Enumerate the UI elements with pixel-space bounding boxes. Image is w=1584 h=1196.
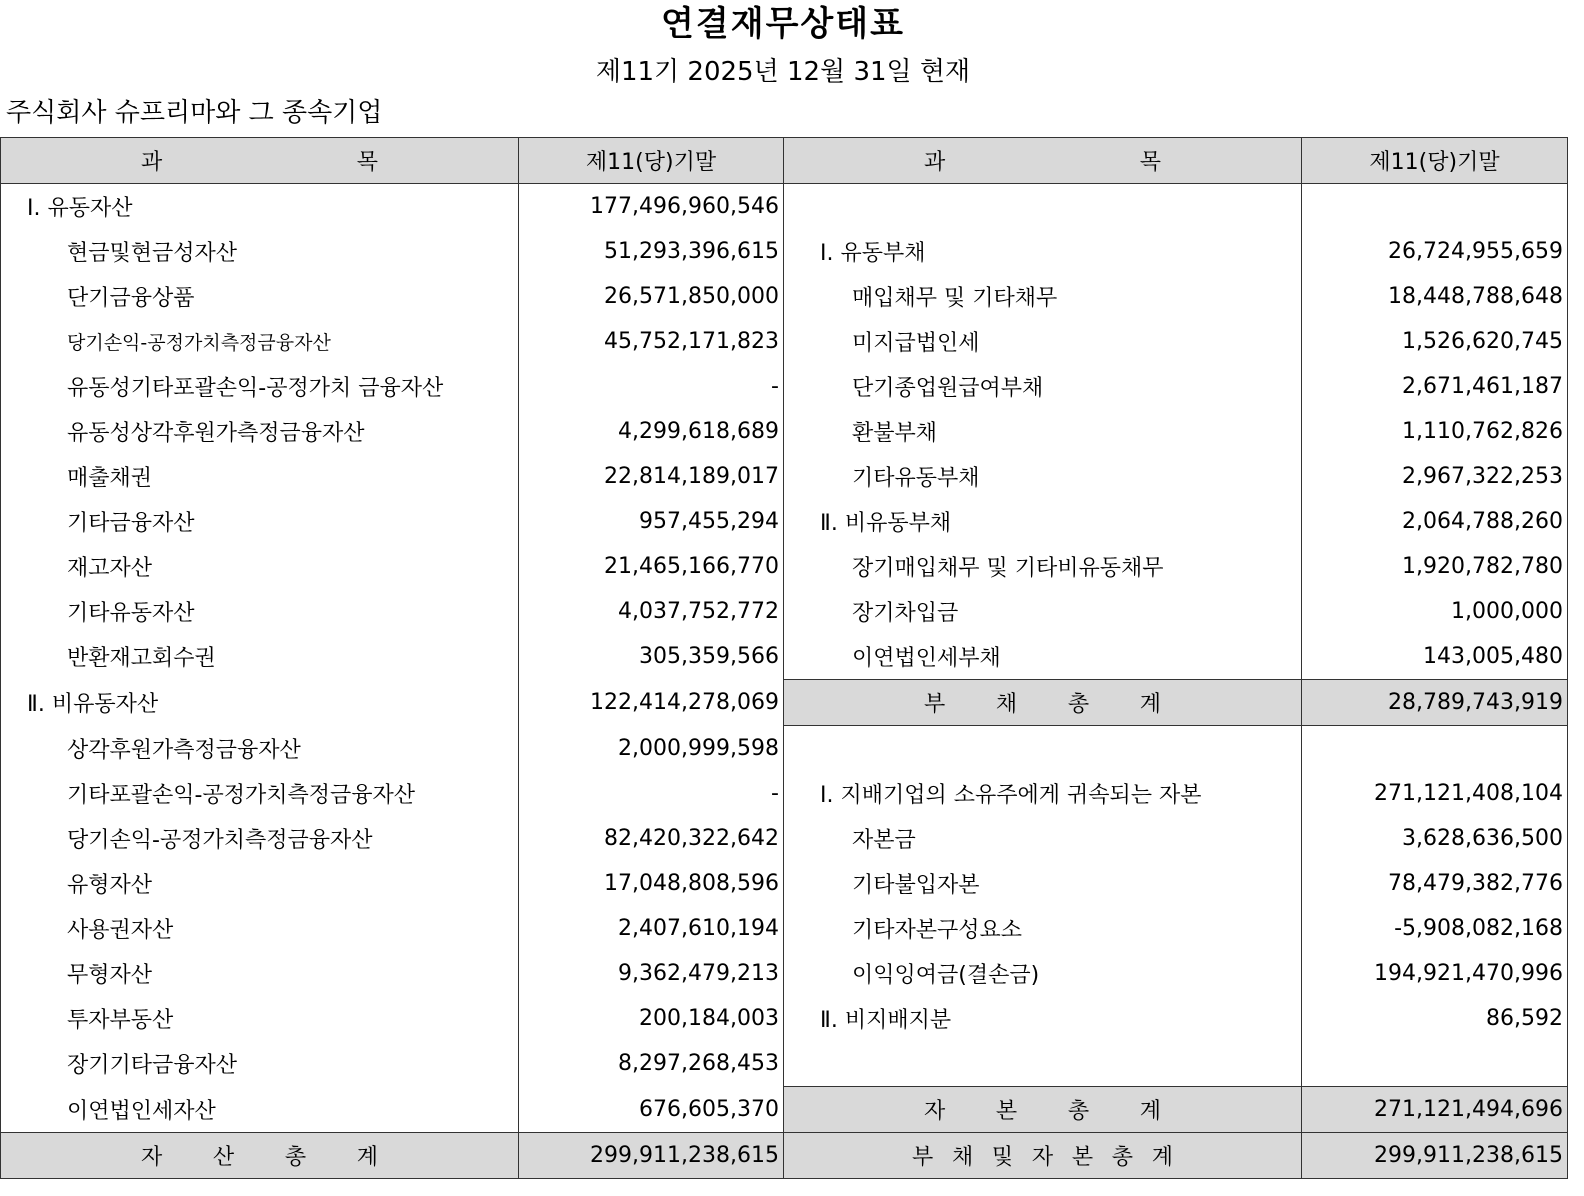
asset-value: 676,605,370	[519, 1087, 784, 1133]
table-row	[1, 951, 1568, 996]
total-label-char: 계	[1151, 1145, 1173, 1170]
table-row	[1, 409, 1568, 454]
liab-equity-label	[784, 1041, 1302, 1087]
liab-equity-label: Ⅰ. 지배기업의 소유주에게 귀속되는 자본	[784, 771, 1302, 816]
table-row	[1, 319, 1568, 364]
liab-equity-label: Ⅱ. 비유동부채	[784, 499, 1302, 544]
header-subject-right	[784, 138, 1302, 184]
table-row	[1, 364, 1568, 409]
total-label-char: 자	[141, 1145, 163, 1170]
total-assets-label	[1, 1133, 519, 1179]
asset-value: 2,407,610,194	[519, 906, 784, 951]
asset-label: 이연법인세자산	[1, 1087, 519, 1133]
total-liab-equity-label	[784, 1133, 1302, 1179]
liab-equity-value: 78,479,382,776	[1302, 861, 1568, 906]
asset-value: 957,455,294	[519, 499, 784, 544]
asset-label: 당기손익-공정가치측정금융자산	[1, 816, 519, 861]
subtotal-label-char: 채	[995, 692, 1018, 717]
subtotal-value: 28,789,743,919	[1302, 680, 1568, 726]
liab-equity-value: 3,628,636,500	[1302, 816, 1568, 861]
liab-equity-label: 이익잉여금(결손금)	[784, 951, 1302, 996]
subtotal-label-char: 자	[924, 1099, 946, 1124]
asset-value: -	[519, 364, 784, 409]
table-row	[1, 816, 1568, 861]
subtotal-value: 271,121,494,696	[1302, 1087, 1568, 1133]
asset-label: 상각후원가측정금융자산	[1, 726, 519, 772]
liab-equity-value: -5,908,082,168	[1302, 906, 1568, 951]
asset-label: 유형자산	[1, 861, 519, 906]
balance-sheet-table	[0, 137, 1568, 1179]
total-liab-equity-value: 299,911,238,615	[1302, 1133, 1568, 1179]
subtotal-label	[784, 680, 1302, 726]
liab-equity-value: 1,000,000	[1302, 589, 1568, 634]
total-label-char: 부	[912, 1145, 934, 1170]
asset-label: 기타금융자산	[1, 499, 519, 544]
header-subject-right-char-1: 과	[924, 150, 946, 175]
asset-value: 21,465,166,770	[519, 544, 784, 589]
asset-label: 유동성기타포괄손익-공정가치 금융자산	[1, 364, 519, 409]
table-header-row	[1, 138, 1568, 184]
asset-value: 45,752,171,823	[519, 319, 784, 364]
header-subject-right-char-2: 목	[1139, 150, 1161, 175]
asset-value: 4,299,618,689	[519, 409, 784, 454]
table-row	[1, 726, 1568, 772]
liab-equity-label: Ⅱ. 비지배지분	[784, 996, 1302, 1041]
table-row	[1, 184, 1568, 230]
liab-equity-label: 단기종업원급여부채	[784, 364, 1302, 409]
asset-value: 9,362,479,213	[519, 951, 784, 996]
asset-value: 177,496,960,546	[519, 184, 784, 230]
total-assets-value: 299,911,238,615	[519, 1133, 784, 1179]
table-row	[1, 499, 1568, 544]
liab-equity-value: 1,526,620,745	[1302, 319, 1568, 364]
subtotal-label-char: 총	[1067, 692, 1090, 717]
liab-equity-value: 1,110,762,826	[1302, 409, 1568, 454]
subtotal-label-char: 총	[1067, 1099, 1090, 1124]
liab-equity-label: 환불부채	[784, 409, 1302, 454]
liab-equity-label: 장기매입채무 및 기타비유동채무	[784, 544, 1302, 589]
table-row	[1, 274, 1568, 319]
table-row	[1, 454, 1568, 499]
asset-label: 유동성상각후원가측정금융자산	[1, 409, 519, 454]
liab-equity-label: 기타유동부채	[784, 454, 1302, 499]
asset-label: 사용권자산	[1, 906, 519, 951]
liab-equity-label: 이연법인세부채	[784, 634, 1302, 680]
header-period-left: 제11(당)기말	[519, 138, 784, 184]
liab-equity-value	[1302, 726, 1568, 772]
liab-equity-value: 194,921,470,996	[1302, 951, 1568, 996]
total-label-char: 산	[212, 1145, 235, 1170]
grand-total-row	[1, 1133, 1568, 1179]
asset-label: 기타포괄손익-공정가치측정금융자산	[1, 771, 519, 816]
total-label-char: 채	[951, 1145, 974, 1170]
liab-equity-label: 기타자본구성요소	[784, 906, 1302, 951]
subtotal-label-char: 계	[1139, 692, 1161, 717]
liab-equity-value: 18,448,788,648	[1302, 274, 1568, 319]
asset-label: 투자부동산	[1, 996, 519, 1041]
liab-equity-value: 26,724,955,659	[1302, 229, 1568, 274]
subtotal-label	[784, 1087, 1302, 1133]
liab-equity-label: 미지급법인세	[784, 319, 1302, 364]
liab-equity-value	[1302, 1041, 1568, 1087]
asset-label: 재고자산	[1, 544, 519, 589]
liab-equity-label	[784, 184, 1302, 230]
table-row	[1, 1087, 1568, 1133]
asset-label: 무형자산	[1, 951, 519, 996]
liab-equity-value: 2,064,788,260	[1302, 499, 1568, 544]
liab-equity-value: 2,671,461,187	[1302, 364, 1568, 409]
liab-equity-value: 2,967,322,253	[1302, 454, 1568, 499]
liab-equity-value: 86,592	[1302, 996, 1568, 1041]
liab-equity-value: 143,005,480	[1302, 634, 1568, 680]
asset-value: 122,414,278,069	[519, 680, 784, 726]
asset-value: 4,037,752,772	[519, 589, 784, 634]
table-row	[1, 229, 1568, 274]
asset-label: 현금및현금성자산	[1, 229, 519, 274]
asset-label: Ⅱ. 비유동자산	[1, 680, 519, 726]
asset-value: 51,293,396,615	[519, 229, 784, 274]
liab-equity-value: 1,920,782,780	[1302, 544, 1568, 589]
liab-equity-label: 장기차입금	[784, 589, 1302, 634]
asset-value: 22,814,189,017	[519, 454, 784, 499]
total-label-char: 자	[1031, 1145, 1054, 1170]
header-subject-left-char-1: 과	[141, 150, 163, 175]
table-row	[1, 906, 1568, 951]
table-row	[1, 771, 1568, 816]
asset-label: 매출채권	[1, 454, 519, 499]
liab-equity-label: 기타불입자본	[784, 861, 1302, 906]
asset-value: 17,048,808,596	[519, 861, 784, 906]
table-row	[1, 861, 1568, 906]
table-row	[1, 996, 1568, 1041]
table-row	[1, 634, 1568, 680]
subtotal-label-char: 본	[995, 1099, 1018, 1124]
header-subject-left	[1, 138, 519, 184]
subtotal-label-char: 계	[1139, 1099, 1161, 1124]
liab-equity-value: 271,121,408,104	[1302, 771, 1568, 816]
statement-period: 제11기 2025년 12월 31일 현재	[595, 57, 971, 87]
table-row	[1, 589, 1568, 634]
asset-label: 당기손익-공정가치측정금융자산	[1, 319, 519, 364]
liab-equity-label: 매입채무 및 기타채무	[784, 274, 1302, 319]
asset-value: -	[519, 771, 784, 816]
total-label-char: 총	[1111, 1145, 1134, 1170]
total-label-char: 및	[991, 1145, 1014, 1170]
asset-label: 단기금융상품	[1, 274, 519, 319]
liab-equity-label: Ⅰ. 유동부채	[784, 229, 1302, 274]
table-row	[1, 544, 1568, 589]
liab-equity-value	[1302, 184, 1568, 230]
table-row	[1, 680, 1568, 726]
subtotal-label-char: 부	[924, 692, 946, 717]
asset-label: 반환재고회수권	[1, 634, 519, 680]
company-name: 주식회사 슈프리마와 그 종속기업	[6, 98, 383, 128]
header-period-right: 제11(당)기말	[1302, 138, 1568, 184]
asset-value: 2,000,999,598	[519, 726, 784, 772]
statement-title: 연결재무상태표	[661, 4, 905, 44]
asset-value: 200,184,003	[519, 996, 784, 1041]
asset-value: 82,420,322,642	[519, 816, 784, 861]
liab-equity-label	[784, 726, 1302, 772]
total-label-char: 총	[284, 1145, 307, 1170]
asset-value: 8,297,268,453	[519, 1041, 784, 1087]
asset-label: Ⅰ. 유동자산	[1, 184, 519, 230]
total-label-char: 계	[356, 1145, 378, 1170]
asset-value: 26,571,850,000	[519, 274, 784, 319]
asset-value: 305,359,566	[519, 634, 784, 680]
table-row	[1, 1041, 1568, 1087]
header-subject-left-char-2: 목	[356, 150, 378, 175]
asset-label: 기타유동자산	[1, 589, 519, 634]
liab-equity-label: 자본금	[784, 816, 1302, 861]
asset-label: 장기기타금융자산	[1, 1041, 519, 1087]
total-label-char: 본	[1071, 1145, 1094, 1170]
